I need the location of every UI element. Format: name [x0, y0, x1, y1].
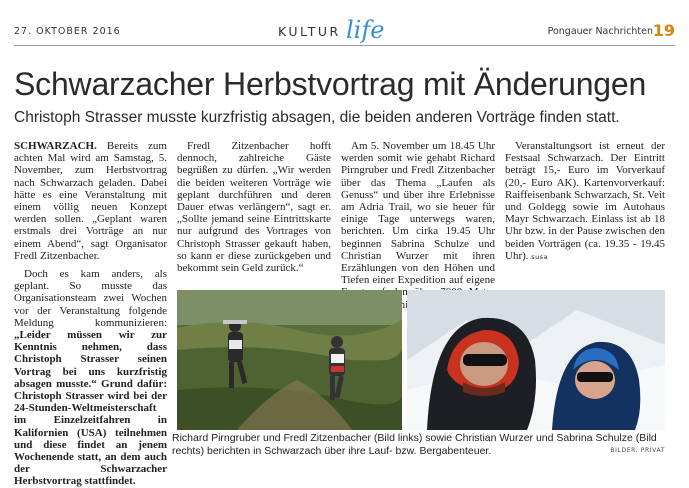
- dateline: SCHWARZACH.: [14, 140, 97, 152]
- paragraph: Am 5. November um 18.45 Uhr werden somit wie gehabt Richard Pirngruber und Fredl Zitzenbacher über das Thema „Laufen als Genuss“ und über ihre Erlebnisse am Adria Trail, wo sie heuer für einige Tage unterwegs waren, berichten. Um cirka 19.45 Uhr beginnen Sabrina Schulze und Christian Wurzer mit ihren Erzählungen von den Höhen und Tiefen einer Expedition auf eigene: [341, 140, 495, 287]
- subheadline: Christoph Strasser musste kurzfristig absagen, die beiden anderen Vorträge finden statt.: [14, 109, 620, 126]
- column-4: [505, 140, 665, 263]
- photo-credit: BILDER: PRIVAT: [610, 447, 665, 454]
- headline: Schwarzacher Herbstvortrag mit Änderungen: [14, 66, 647, 102]
- paragraph-text: Doch es kam anders, als geplant. So musste das Organisationsteam zwei Wochen vor der Veranstaltung folgende Meldung kommunizieren:: [14, 268, 167, 329]
- paragraph: [14, 140, 167, 262]
- paragraph-text: Bereits zum achten Mal wird am Samstag, 5. November, zum Herbstvortrag nach Schwarzach geladen. Dabei hätte es eine Veranstaltung mit einem völlig neuen Konzept werden sollen. „Geplant waren erstmals drei Vorträge an nur einem Abend“, sagt Organisator Fredl Zitzenbacher.: [14, 140, 167, 262]
- photo-trail-runners: [177, 290, 402, 430]
- page-header: [14, 0, 675, 46]
- announcement-quote: „Leider müssen wir zur Kenntnis nehmen, dass Christoph Strasser seinen Vortrag bei uns kurzfristig absagen musste.“ Grund dafür: Christoph Strasser wird bei der 24-Stunden-Weltmeisterschaft im Einzelzeitfahren in Kalifornien (USA) teilnehmen und diese findet an jenem Wochenende statt, an dem auch der Schwarzacher Herbstvortrag stattfindet.: [14, 329, 167, 488]
- column-1: [14, 140, 167, 488]
- page-number: 19: [652, 21, 675, 40]
- column-3: [341, 140, 495, 311]
- section-brand: life: [346, 16, 385, 44]
- newspaper-name: Pongauer Nachrichten: [547, 26, 653, 37]
- column-2: [177, 140, 331, 274]
- paragraph: [14, 268, 167, 488]
- photo-mountaineers: [407, 290, 665, 430]
- paragraph: [505, 140, 665, 263]
- author-signature: susa: [531, 252, 549, 261]
- header-divider: [14, 45, 675, 46]
- paragraph: Fredl Zitzenbacher hofft dennoch, zahlreiche Gäste begrüßen zu dürfen. „Wir werden die beiden weiteren Vorträge wie geplant durchführen und deren Dauer etwas verlängern“, sagt er. „Sollte jemand seine Eintrittskarte nur aufgrund des Vortrages von Christoph Strasser gekauft haben, so kann er diese zurückgeben und bekommt sein Geld zurück.“: [177, 140, 331, 275]
- section-label: KULTUR: [278, 24, 341, 39]
- paragraph-text: Veranstaltungsort ist erneut der Festsaal Schwarzach. Der Eintritt beträgt 15,- Euro im Vorverkauf (20,- Euro AK). Kartenvorverkauf: Raiffeisenbank Schwarzach, St. Veit und Goldegg sowie im Autohaus Mayr Schwarzach. Einlass ist ab 18 Uhr bzw. in der Pause zwischen den beiden Vorträgen (ca. 19.35 - 19.45 Uhr).: [505, 140, 665, 262]
- issue-date: 27. OKTOBER 2016: [14, 26, 121, 37]
- photo-caption: Richard Pirngruber und Fredl Zitzenbacher (Bild links) sowie Christian Wurzer und Sabrina Schulze (Bild rechts) berichten in Schwarzach über ihre Lauf- bzw. Bergabenteuer.: [172, 432, 657, 457]
